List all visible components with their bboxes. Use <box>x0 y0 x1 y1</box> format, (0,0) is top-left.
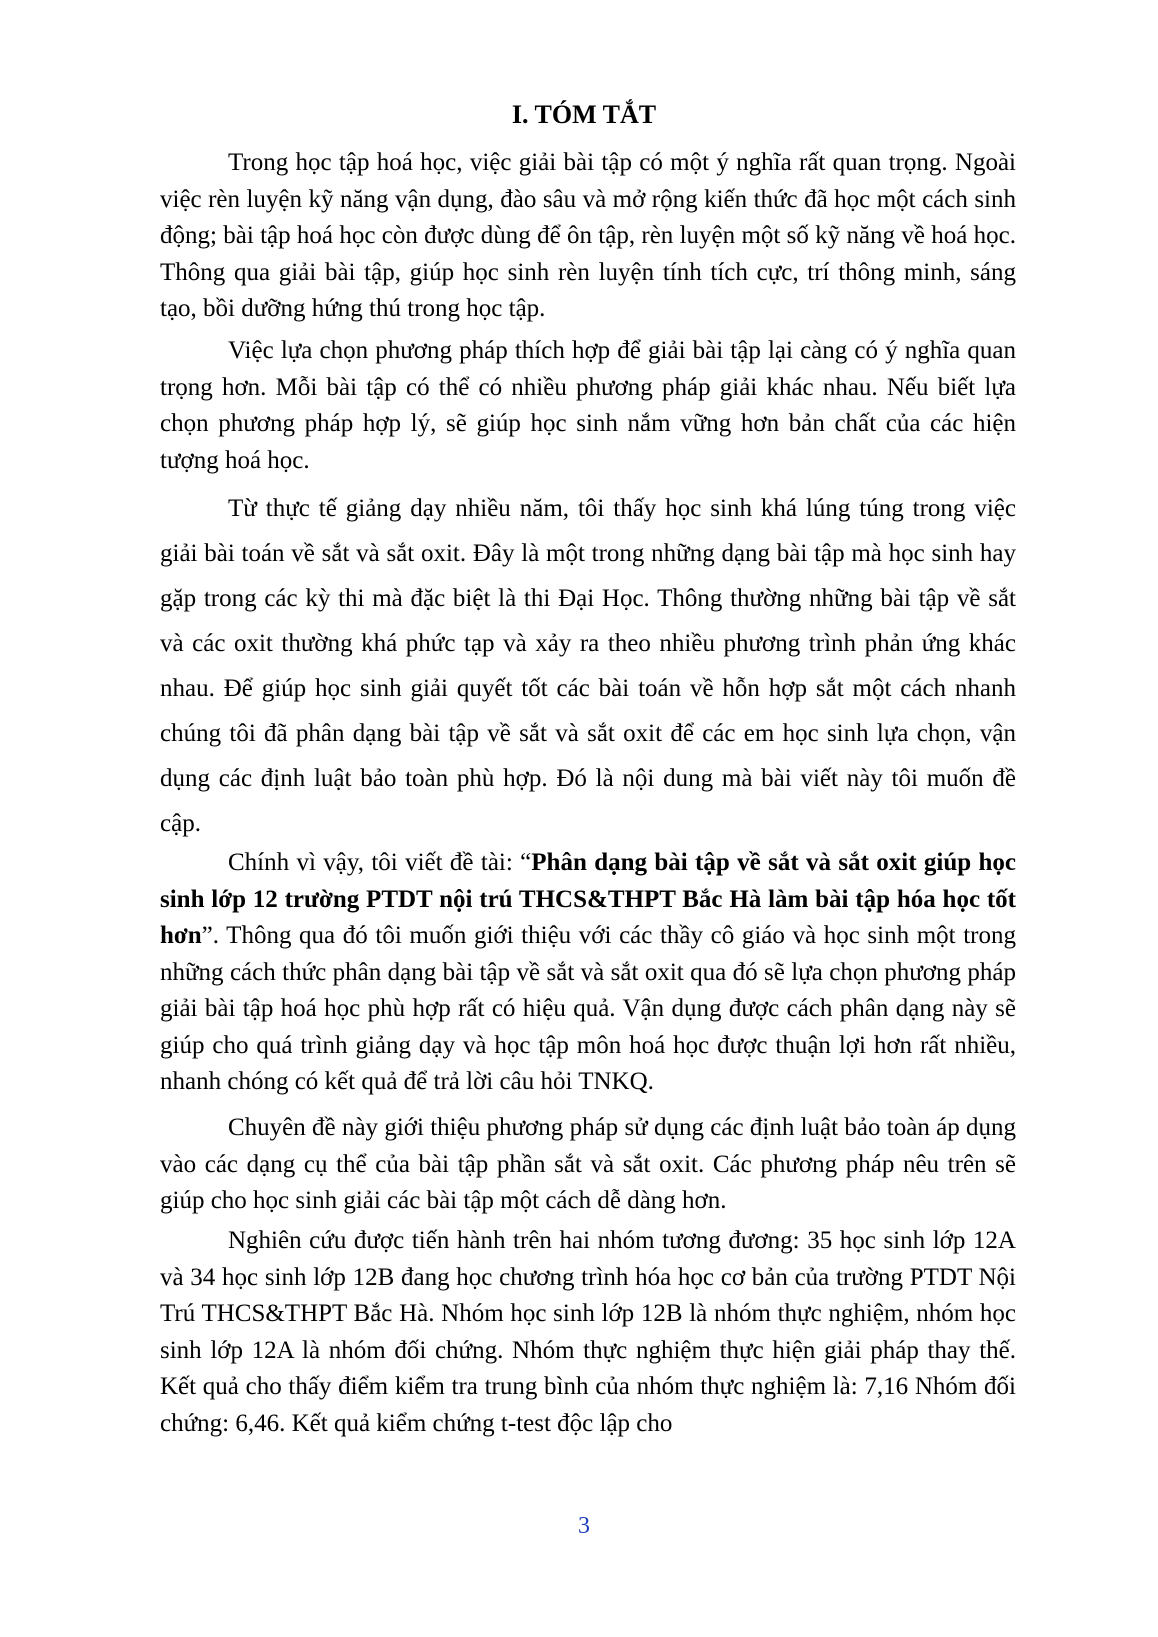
paragraph-focus: Chuyên đề này giới thiệu phương pháp sử dụng các định luật bảo toàn áp dụng vào các dạng cụ thể của bài tập phần sắt và sắt oxit. Các phương pháp nêu trên sẽ giúp cho học sinh giải các bài tập một cách dễ dàng hơn. <box>160 1114 1016 1214</box>
topic-rest-text: ”. Thông qua đó tôi muốn giới thiệu với các thầy cô giáo và học sinh một trong những cách thức phân dạng bài tập về sắt và sắt oxit qua đó sẽ lựa chọn phương pháp giải bài tập hoá học phù hợp rất có hiệu quả. Vận dụng được cách phân dạng này sẽ giúp cho quá trình giảng dạy và học tập môn hoá học được thuận lợi hơn rất nhiều, nhanh chóng có kết quả để trả lời câu hỏi TNKQ. <box>160 922 1016 1095</box>
paragraph-method-choice: Việc lựa chọn phương pháp thích hợp để giải bài tập lại càng có ý nghĩa quan trọng hơn. Mỗi bài tập có thể có nhiều phương pháp giải khác nhau. Nếu biết lựa chọn phương pháp hợp lý, sẽ giúp học sinh nắm vững hơn bản chất của các hiện tượng hoá học. <box>160 337 1016 474</box>
paragraph-intro: Trong học tập hoá học, việc giải bài tập có một ý nghĩa rất quan trọng. Ngoài việc rèn luyện kỹ năng vận dụng, đào sâu và mở rộng kiến thức đã học một cách sinh động; bài tập hoá học còn được dùng để ôn tập, rèn luyện một số kỹ năng về hoá học. Thông qua giải bài tập, giúp học sinh rèn luyện tính tích cực, trí thông minh, sáng tạo, bồi dưỡng hứng thú trong học tập. <box>160 149 1016 322</box>
paragraph-topic <box>160 845 1016 1101</box>
topic-title-bold: Phân dạng bài tập về sắt và sắt oxit giúp học sinh lớp 12 trường PTDT nội trú THCS&THPT Bắc Hà làm bài tập hóa học tốt hơn <box>160 849 1016 949</box>
topic-lead-text: Chính vì vậy, tôi viết đề tài: “ <box>228 849 532 876</box>
section-title: I. TÓM TẮT <box>511 100 657 129</box>
paragraph-research: Nghiên cứu được tiến hành trên hai nhóm tương đương: 35 học sinh lớp 12A và 34 học sinh lớp 12B đang học chương trình hóa học cơ bản của trường PTDT Nội Trú THCS&THPT Bắc Hà. Nhóm học sinh lớp 12B là nhóm thực nghiệm, nhóm học sinh lớp 12A là nhóm đối chứng. Nhóm thực nghiệm thực hiện giải pháp thay thế. Kết quả cho thấy điểm kiểm tra trung bình của nhóm thực nghiệm là: 7,16 Nhóm đối chứng: 6,46. Kết quả kiểm chứng t-test độc lập cho <box>160 1227 1016 1437</box>
page-number: 3 <box>578 1513 590 1539</box>
paragraph-teaching-experience: Từ thực tế giảng dạy nhiều năm, tôi thấy học sinh khá lúng túng trong việc giải bài toán về sắt và sắt oxit. Đây là một trong những dạng bài tập mà học sinh hay gặp trong các kỳ thi mà đặc biệt là thi Đại Học. Thông thường những bài tập về sắt và các oxit thường khá phức tạp và xảy ra theo nhiều phương trình phản ứng khác nhau. Để giúp học sinh giải quyết tốt các bài toán về hỗn hợp sắt một cách nhanh chúng tôi đã phân dạng bài tập về sắt và sắt oxit để các em học sinh lựa chọn, vận dụng các định luật bảo toàn phù hợp. Đó là nội dung mà bài viết này tôi muốn đề cập. <box>160 495 1016 837</box>
